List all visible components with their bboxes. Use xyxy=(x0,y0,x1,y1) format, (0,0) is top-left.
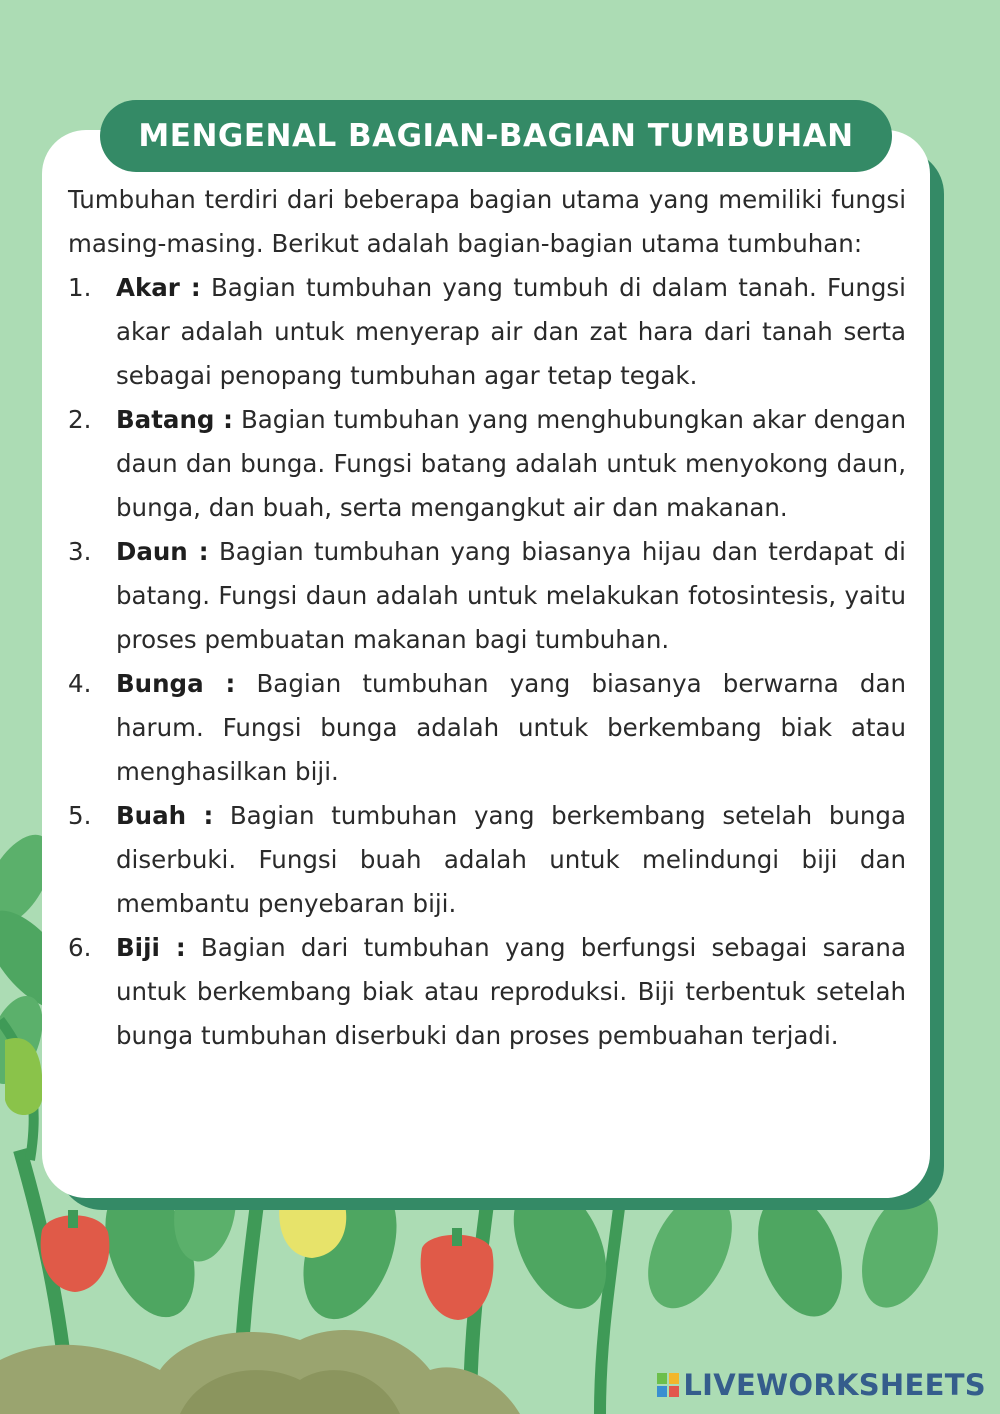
item-text: Bagian tumbuhan yang berkembang setelah bunga diserbuki. Fungsi buah adalah untuk melindungi biji dan membantu penyebaran biji. xyxy=(116,801,906,918)
item-term: Biji : xyxy=(116,933,186,962)
item-text: Bagian dari tumbuhan yang berfungsi sebagai sarana untuk berkembang biak atau reproduksi. Biji terbentuk setelah bunga tumbuhan diserbuki dan proses pembuahan terjadi. xyxy=(116,933,906,1050)
brand-name: LIVEWORKSHEETS xyxy=(683,1368,986,1402)
liveworksheets-logo-icon xyxy=(657,1373,679,1397)
item-number: 5. xyxy=(68,801,92,830)
intro-paragraph: Tumbuhan terdiri dari beberapa bagian utama yang memiliki fungsi masing-masing. Berikut adalah bagian-bagian utama tumbuhan: xyxy=(68,185,906,258)
item-text: Bagian tumbuhan yang tumbuh di dalam tanah. Fungsi akar adalah untuk menyerap air dan zat hara dari tanah serta sebagai penopang tumbuhan agar tetap tegak. xyxy=(116,273,906,390)
item-body xyxy=(116,662,906,794)
item-term: Bunga : xyxy=(116,669,236,698)
item-number: 2. xyxy=(68,405,92,434)
item-term: Batang : xyxy=(116,405,233,434)
item-term: Daun : xyxy=(116,537,209,566)
item-number: 3. xyxy=(68,537,92,566)
brand-watermark[interactable] xyxy=(657,1368,986,1402)
item-body xyxy=(116,926,906,1058)
plant-parts-list xyxy=(68,266,906,1058)
item-text: Bagian tumbuhan yang menghubungkan akar dengan daun dan bunga. Fungsi batang adalah untuk menyokong daun, bunga, dan buah, serta mengangkut air dan makanan. xyxy=(116,405,906,522)
list-item xyxy=(68,926,906,1058)
item-body xyxy=(116,530,906,662)
list-item xyxy=(68,266,906,398)
item-number: 4. xyxy=(68,669,92,698)
list-item xyxy=(68,398,906,530)
item-number: 1. xyxy=(68,273,92,302)
item-number: 6. xyxy=(68,933,92,962)
page-title: MENGENAL BAGIAN-BAGIAN TUMBUHAN xyxy=(138,118,854,154)
list-item xyxy=(68,662,906,794)
title-banner xyxy=(100,100,892,172)
item-term: Buah : xyxy=(116,801,214,830)
item-term: Akar : xyxy=(116,273,201,302)
list-item xyxy=(68,530,906,662)
item-text: Bagian tumbuhan yang biasanya berwarna dan harum. Fungsi bunga adalah untuk berkembang biak atau menghasilkan biji. xyxy=(116,669,906,786)
item-body xyxy=(116,398,906,530)
content-area xyxy=(68,178,906,1058)
item-body xyxy=(116,794,906,926)
item-body xyxy=(116,266,906,398)
item-text: Bagian tumbuhan yang biasanya hijau dan terdapat di batang. Fungsi daun adalah untuk melakukan fotosintesis, yaitu proses pembuatan makanan bagi tumbuhan. xyxy=(116,537,906,654)
list-item xyxy=(68,794,906,926)
